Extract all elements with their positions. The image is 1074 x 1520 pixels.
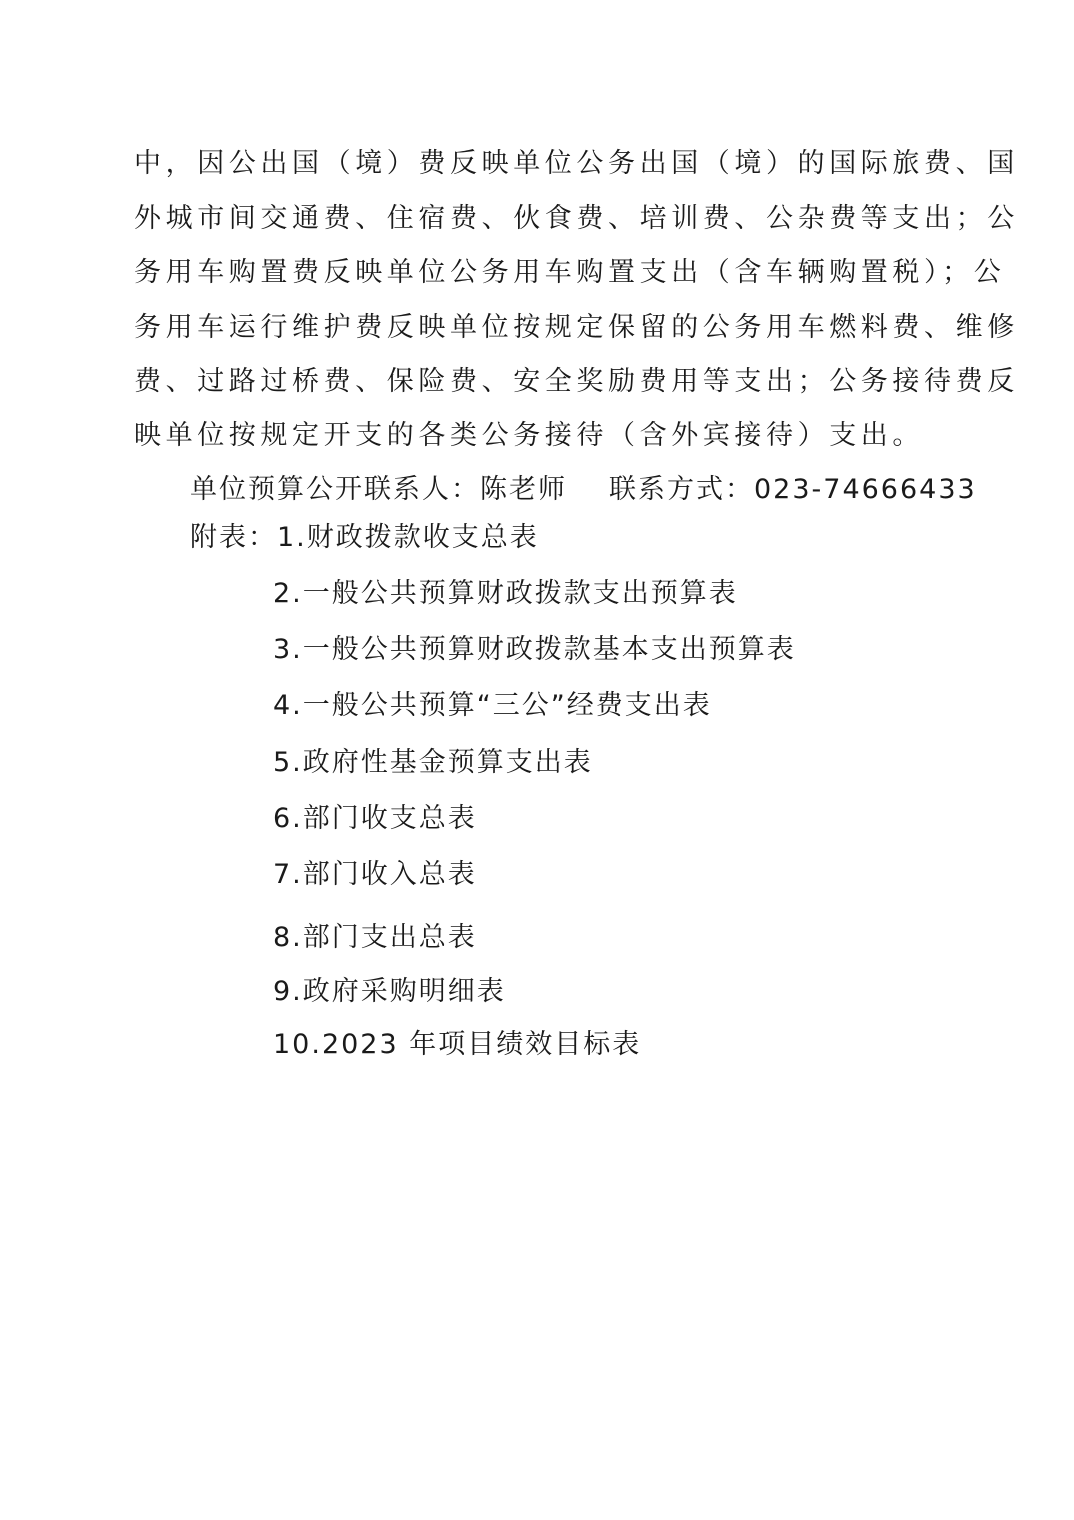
- attachment-item: 2.一般公共预算财政拨款支出预算表: [273, 578, 738, 609]
- attachment-item: 9.政府采购明细表: [273, 976, 506, 1007]
- attachment-item: 7.部门收入总表: [273, 859, 477, 890]
- contact-phone: 联系方式：023-74666433: [609, 474, 977, 505]
- attachment-heading: 附表：1.财政拨款收支总表: [190, 522, 539, 553]
- attachment-item: 8.部门支出总表: [273, 922, 477, 953]
- paragraph-line: 映单位按规定开支的各类公务接待（含外宾接待）支出。: [134, 420, 924, 451]
- attachment-item: 5.政府性基金预算支出表: [273, 747, 593, 778]
- attachment-item: 10.2023 年项目绩效目标表: [273, 1029, 642, 1060]
- paragraph-line: 务用车运行维护费反映单位按规定保留的公务用车燃料费、维修: [134, 312, 1019, 343]
- paragraph-line: 外城市间交通费、住宿费、伙食费、培训费、公杂费等支出；公: [134, 203, 1019, 234]
- contact-line: [190, 472, 977, 508]
- paragraph-line: 中，因公出国（境）费反映单位公务出国（境）的国际旅费、国: [134, 148, 1019, 179]
- paragraph-line: 费、过路过桥费、保险费、安全奖励费用等支出；公务接待费反: [134, 366, 1019, 397]
- contact-person: 单位预算公开联系人：陈老师: [190, 474, 567, 505]
- attachment-item: 4.一般公共预算“三公”经费支出表: [273, 690, 712, 721]
- paragraph-line: 务用车购置费反映单位公务用车购置支出（含车辆购置税）；公: [134, 257, 1006, 288]
- attachment-item: 3.一般公共预算财政拨款基本支出预算表: [273, 634, 796, 665]
- attachment-item: 6.部门收支总表: [273, 803, 477, 834]
